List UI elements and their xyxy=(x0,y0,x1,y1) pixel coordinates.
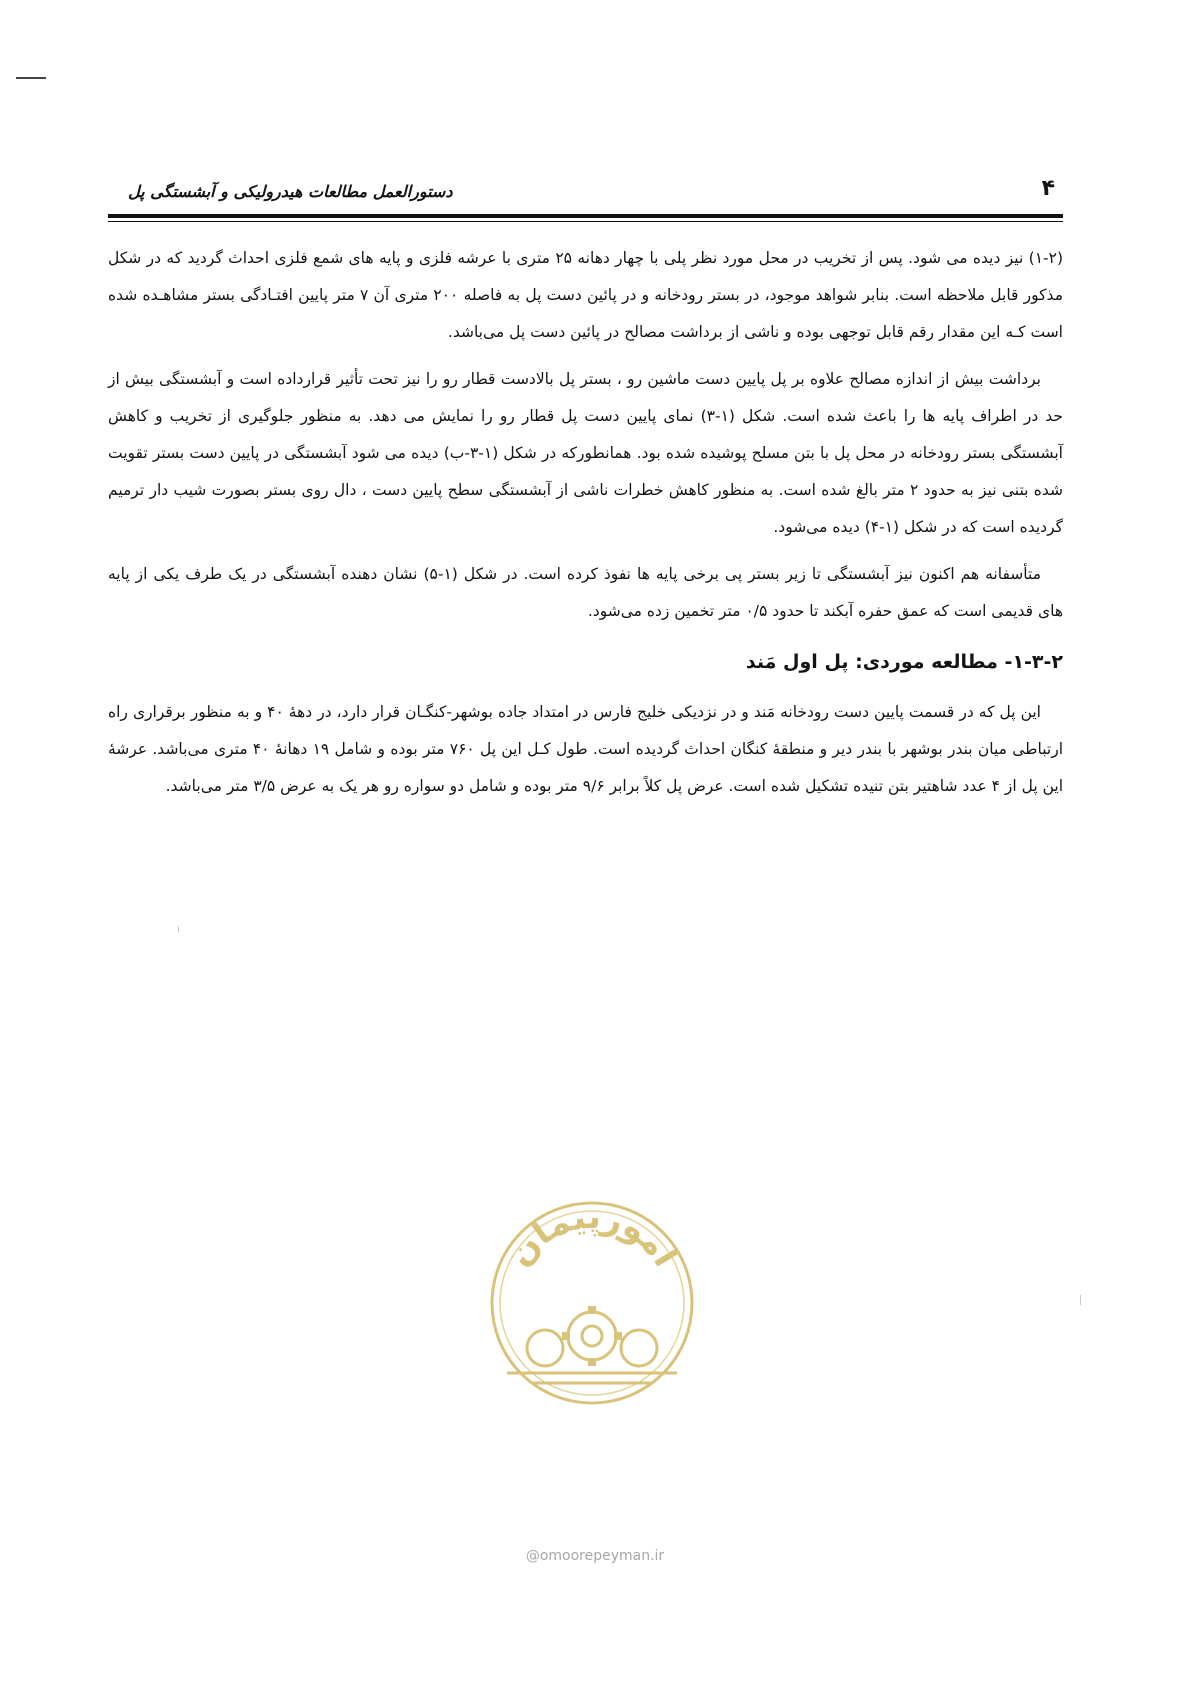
page-number: ۴ xyxy=(1041,176,1055,201)
scan-speck xyxy=(178,926,179,932)
stamp-text: امورپیمان xyxy=(499,1198,686,1274)
section-heading: ۱-۳-۲- مطالعه موردی: پل اول مَند xyxy=(745,651,1063,673)
watermark-stamp xyxy=(487,1198,697,1408)
paragraph-1: (۱-۲) نیز دیده می شود. پس از تخریب در محل مورد نظر پلی با چهار دهانه ۲۵ متری با عرشه فلزی و پایه های شمع فلزی احداث گردید که در شکل مذکور قابل ملاحظه است. بنابر شواهد موجود، در بستر رودخانه و در پائین دست پل به فاصله ۲۰۰ متری آن ۷ متر پایین افتـادگی بستر مشاهـده شده است کـه این مقدار رقم قابل توجهی بوده و ناشی از برداشت مصالح در پائین دست پل می‌باشد. xyxy=(108,249,1064,341)
running-title: دستورالعمل مطالعات هیدرولیکی و آبشستگی پل xyxy=(128,182,453,201)
paragraph-2: برداشت بیش از اندازه مصالح علاوه بر پل پایین دست ماشین رو ، بستر پل بالادست قطار رو را نیز تحت تأثیر قرارداده است و آبشستگی بیش از حد در اطراف پایه ها را باعث شده است. شکل (۱-۳) نمای پایین دست پل قطار رو را نمایش می دهد. به منظور جلوگیری از تخریب و کاهش آبشستگی بستر رودخانه در محل پل با بتن مسلح پوشیده شده بود. همانطورکه در شکل (۱-۳-ب) دیده می شود آبشستگی در پایین دست بستر تقویت شده بتنی نیز به حدود ۲ متر بالغ شده است. به منظور کاهش خطرات ناشی از آبشستگی سطح پایین دست ، دال روی بستر بصورت شیب دار ترمیم گردیده است که در شکل (۱-۴) دیده می‌شود. xyxy=(108,370,1063,536)
section-paragraph: این پل که در قسمت پایین دست رودخانه مَند و در نزدیکی خلیج فارس در امتداد جاده بوشهر-کنگـان قرار دارد، در دههٔ ۴۰ و به منظور برقراری راه ارتباطی میان بندر بوشهر با بندر دیر و منطقهٔ کنگان احداث گردیده است. طول کـل این پل ۷۶۰ متر بوده و شامل ۱۹ دهانهٔ ۴۰ متری می‌باشد. عرشهٔ این پل از ۴ عدد شاهتیر بتن تنیده تشکیل شده است. عرض پل کلاً برابر ۹/۶ متر بوده و شامل دو سواره رو هر یک به عرض ۳/۵ متر می‌باشد. xyxy=(108,703,1063,795)
watermark-url: @omoorepeyman.ir xyxy=(525,1548,665,1564)
corner-mark xyxy=(16,77,46,79)
header-rule-thick xyxy=(108,214,1063,218)
page-header xyxy=(108,176,1063,212)
svg-text:امورپیمان xyxy=(500,1198,686,1274)
document-body xyxy=(108,240,1063,815)
header-rule-thin xyxy=(108,221,1063,222)
scan-speck xyxy=(1080,1295,1081,1305)
paragraph-3: متأسفانه هم اکنون نیز آبشستگی تا زیر بستر پی برخی پایه‌ ها نفوذ کرده است. در شکل (۱-۵) نشان دهنده آبشستگی در یک طرف یکی از پایه های قدیمی است که عمق حفره آبکند تا حدود ۰/۵ متر تخمین زده می‌شود. xyxy=(108,565,1063,620)
